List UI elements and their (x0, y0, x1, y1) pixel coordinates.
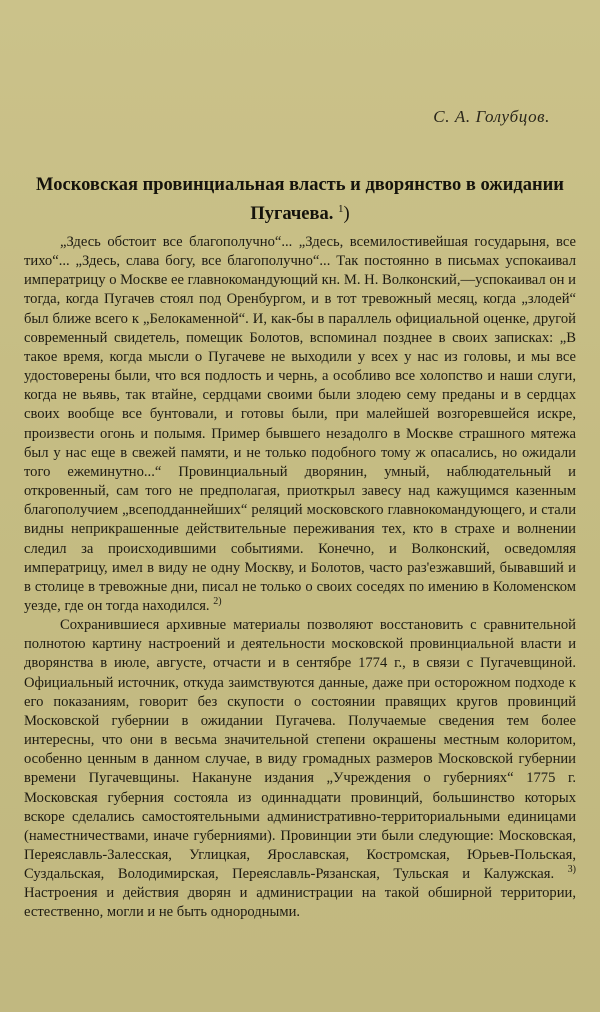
paragraph-1-text: „Здесь обстоит все благополучно“... „Здесь, всемилостивейшая государыня, все тихо“... „Здесь, слава богу, все благополучно“... Так постоянно в письмах успокаивал императрицу о Москве ее главнокомандующий кн. М. Н. Волконский,—успокаивал он и тогда, когда Пугачев стоял под Оренбургом, и в тот тревожный месяц, когда „злодей“ был ближе всего к „Белокаменной“. И, как-бы в параллель официальной оценке, другой современный свидетель, помещик Болотов, вспоминал позднее в своих записках: „В такое время, когда мысли о Пугачеве не выходили у всех у нас из головы, и мы все удостоверены были, что вся подлость и чернь, а особливо все холопство и наши слуги, когда не вьявь, так втайне, сердцами своими были злодею сему преданы и в сердцах своих вообще все бунтовали, и готовы были, при малейшей возгоревшейся искре, произвести огонь и полымя. Пример бывшего незадолго в Москве страшного мятежа был у нас еще в свежей памяти, и не только подобного тому ж опасались, но ожидали того ежеминутно...“ Провинциальный дворянин, умный, наблюдательный и откровенный, сам того не предполагая, приоткрыл завесу над кажущимся казенным благополучием „всеподданнейших“ реляций московского главнокомандующего, и стали видны неприкрашенные действительные переживания тех, кто в страхе и волнении следил за происходившими событиями. Конечно, и Волконский, осведомляя императрицу, имел в виду не одну Москву, и Болотов, часто раз'езжавший, бывавший и в столице в тревожные дни, писал не только о своих соседях по имению в Коломенском уезде, где он тогда находился. (24, 234, 576, 614)
paragraph-2 (24, 616, 576, 923)
title-text: Московская провинциальная власть и дворянство в ожидании Пугачева. (36, 175, 564, 225)
paragraph-2-text-after: Настроения и действия дворян и администрации на такой обширной территории, естественно, могли и не быть однородными. (24, 885, 576, 921)
article-title (20, 173, 580, 226)
title-footnote-paren: ) (343, 204, 350, 225)
footnote-ref-2: 2) (213, 596, 222, 608)
paragraph-2-text: Сохранившиеся архивные материалы позволяют восстановить с сравнительной полнотою картину настроений и деятельности московской провинциальной власти и дворянства в июле, августе, отчасти и в сентябре 1774 г., в связи с Пугачевщиной. Официальный источник, откуда заимствуются данные, даже при осторожном подходе к его показаниям, говорит без скупости о состоянии правящих кругов провинций Московской губернии в ожидании Пугачева. Получаемые сведения тем более интересны, что они в весьма значительной степени окрашены местным колоритом, особенно ценным в данном случае, в виду громадных размеров Московской губернии времени Пугачевщины. Накануне издания „Учреждения о губерниях“ 1775 г. Московская губерния состояла из одиннадцати провинций, большинство которых вскоре сделались самостоятельными административно-территориальными единицами (наместничествами, иначе губерниями). Провинции эти были следующие: Московская, Переяславль-Залесская, Углицкая, Ярославская, Костромская, Юрьев-Польская, Суздальская, Володимирская, Переяславль-Рязанская, Тульская и Калужская. (24, 617, 576, 883)
title-footnote-mark: 1 (338, 203, 344, 215)
paragraph-1 (24, 233, 576, 616)
article-body (24, 233, 576, 923)
author-signature: С. А. Голубцов. (433, 107, 550, 126)
footnote-ref-3: 3) (567, 864, 576, 876)
